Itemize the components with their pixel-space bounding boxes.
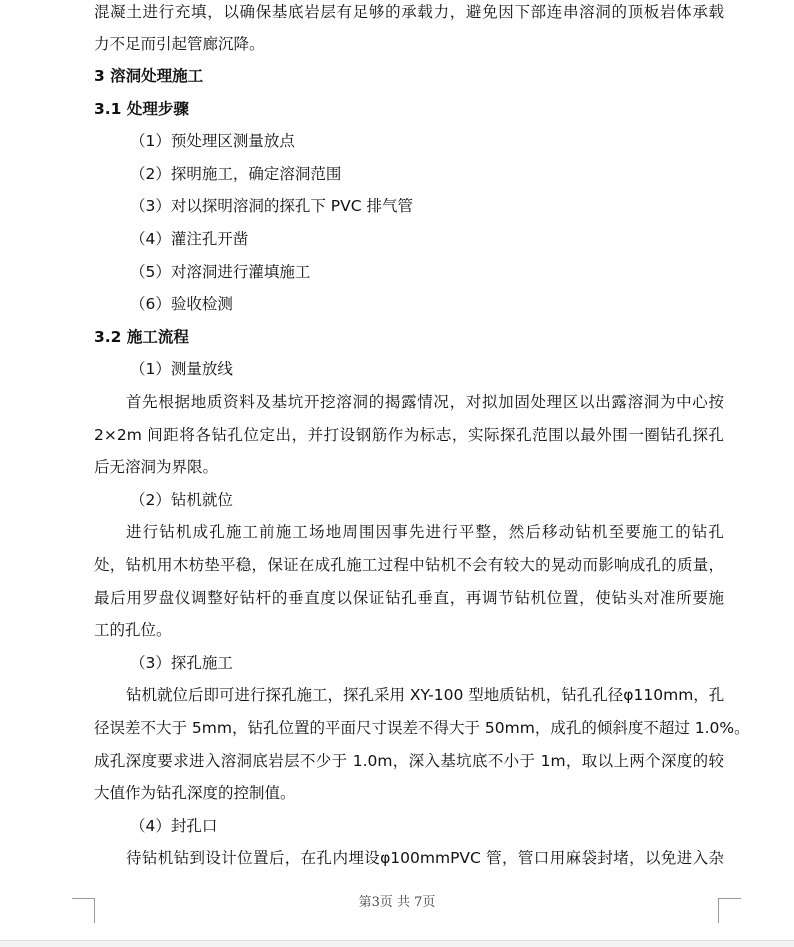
margin-corner-mark (72, 898, 95, 923)
paragraph-line: 首先根据地质资料及基坑开挖溶洞的揭露情况，对拟加固处理区以出露溶洞为中心按 (126, 393, 724, 411)
step-item: （6）验收检测 (130, 295, 233, 313)
paragraph-line: 进行钻机成孔施工前施工场地周围因事先进行平整，然后移动钻机至要施工的钻孔 (126, 523, 724, 541)
paragraph-line: 待钻机钻到设计位置后，在孔内埋设φ100mmPVC 管，管口用麻袋封堵，以免进入杂 (126, 849, 724, 867)
step-item: （2）探明施工，确定溶洞范围 (130, 165, 342, 183)
paragraph-line: 力不足而引起管廊沉降。 (94, 35, 265, 53)
item-heading: （2）钻机就位 (130, 491, 233, 509)
margin-corner-mark (718, 898, 741, 923)
paragraph-line: 处，钻机用木枋垫平稳，保证在成孔施工过程中钻机不会有较大的晃动而影响成孔的质量， (94, 556, 724, 574)
paragraph-line: 工的孔位。 (94, 621, 172, 639)
paragraph-line: 径误差不大于 5mm，钻孔位置的平面尺寸误差不得大于 50mm，成孔的倾斜度不超过 1.0%。 (94, 719, 750, 737)
paragraph-line: 钻机就位后即可进行探孔施工，探孔采用 XY-100 型地质钻机，钻孔孔径φ110mm，孔 (126, 686, 725, 704)
item-heading: （1）测量放线 (130, 360, 233, 378)
subsection-heading: 3.2 施工流程 (94, 328, 189, 346)
subsection-heading: 3.1 处理步骤 (94, 100, 189, 118)
paragraph-line: 后无溶洞为界限。 (94, 458, 219, 476)
item-heading: （3）探孔施工 (130, 654, 233, 672)
step-item: （3）对以探明溶洞的探孔下 PVC 排气管 (130, 197, 413, 215)
step-item: （4）灌注孔开凿 (130, 230, 249, 248)
paragraph-line: 混凝土进行充填，以确保基底岩层有足够的承载力，避免因下部连串溶洞的顶板岩体承载 (94, 3, 724, 21)
paragraph-line: 成孔深度要求进入溶洞底岩层不少于 1.0m，深入基坑底不小于 1m，取以上两个深度的较 (94, 752, 724, 770)
item-heading: （4）封孔口 (130, 817, 218, 835)
section-heading: 3 溶洞处理施工 (94, 67, 204, 85)
paragraph-line: 大值作为钻孔深度的控制值。 (94, 784, 296, 802)
paragraph-line: 2×2m 间距将各钻孔位定出，并打设钢筋作为标志，实际探孔范围以最外围一圈钻孔探孔 (94, 426, 724, 444)
step-item: （5）对溶洞进行灌填施工 (130, 263, 311, 281)
step-item: （1）预处理区测量放点 (130, 132, 295, 150)
page-number: 第3页 共 7页 (358, 895, 436, 910)
paragraph-line: 最后用罗盘仪调整好钻杆的垂直度以保证钻孔垂直，再调节钻机位置，使钻头对准所要施 (94, 589, 724, 607)
